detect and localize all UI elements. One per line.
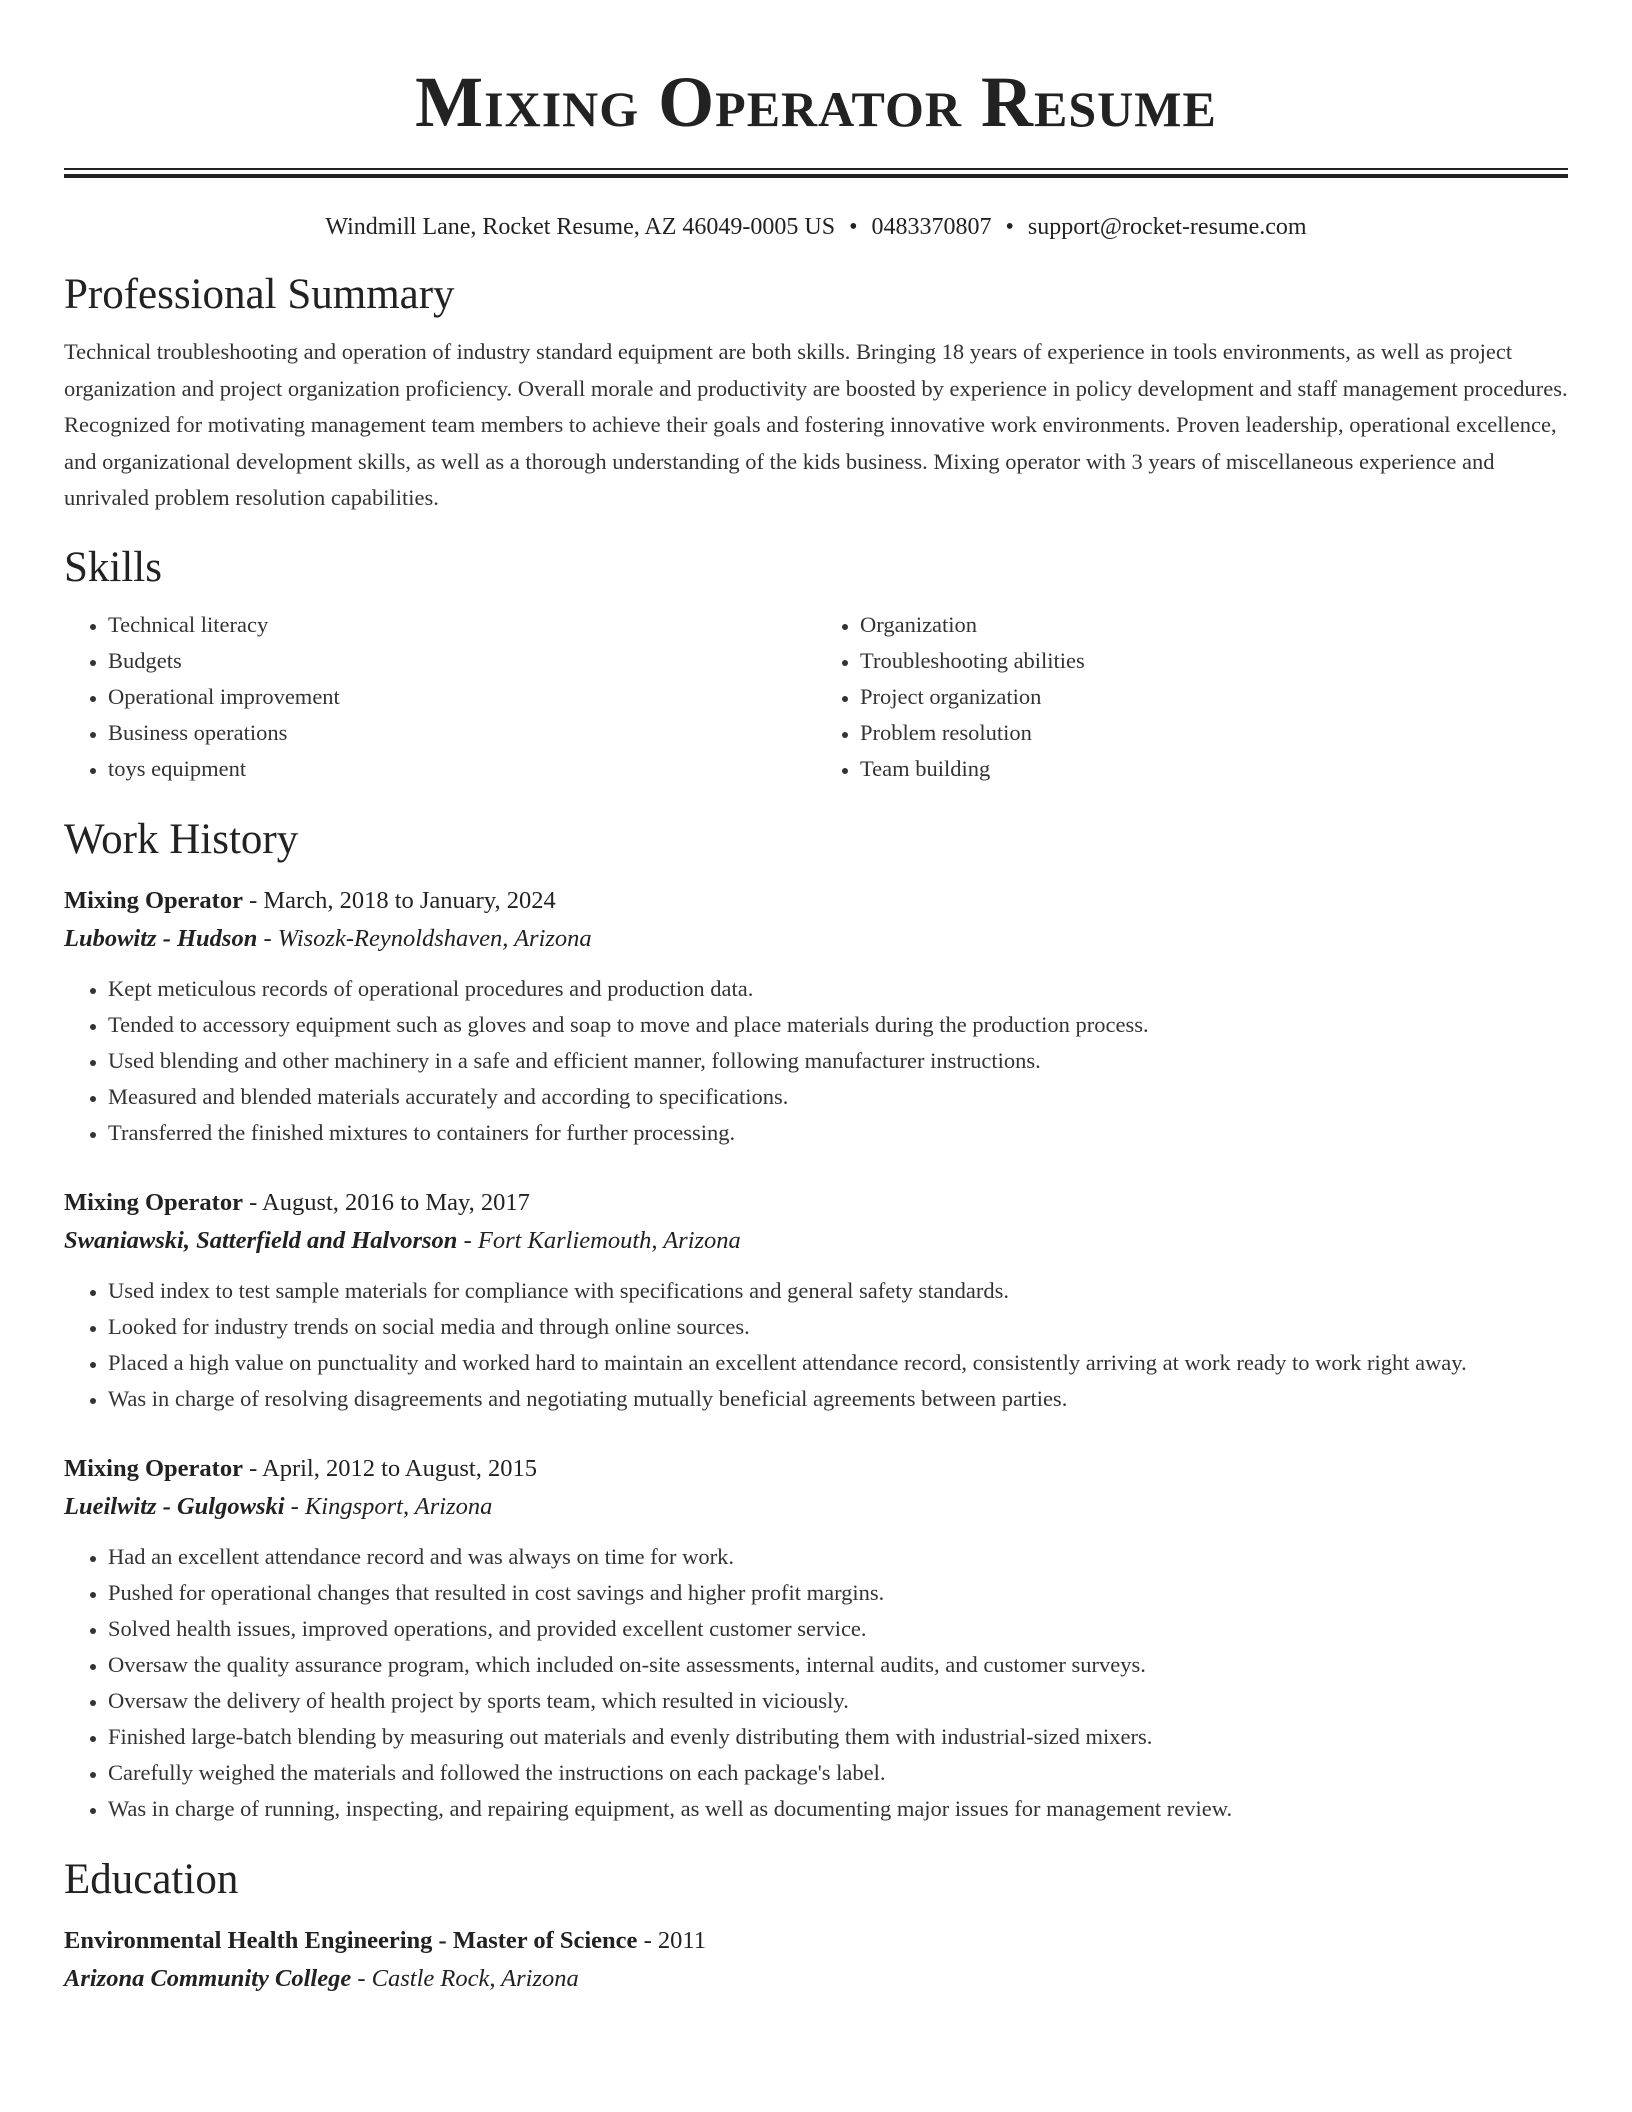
job-dates: March, 2018 to January, 2024 [263, 886, 556, 914]
job-bullet: • Oversaw the quality assurance program, which included on-site assessments, internal audits, and customer surveys. [108, 1647, 1568, 1683]
skills-list-left [64, 607, 816, 787]
job-location: Fort Karliemouth, Arizona [477, 1226, 741, 1254]
job-title-line [64, 1185, 1568, 1221]
skill-item: • Budgets [108, 643, 816, 679]
job-bullet: • Used index to test sample materials for compliance with specifications and general safety standards. [108, 1273, 1568, 1309]
title-double-rule [64, 168, 1568, 178]
job-bullet: • Measured and blended materials accurately and according to specifications. [108, 1079, 1568, 1115]
skill-item: • toys equipment [108, 751, 816, 787]
job-title: Mixing Operator [64, 1188, 243, 1216]
education-location: Castle Rock, Arizona [371, 1964, 579, 1992]
job-bullet: • Was in charge of resolving disagreements and negotiating mutually beneficial agreements between parties. [108, 1381, 1568, 1417]
job-title: Mixing Operator [64, 886, 243, 914]
skill-item: • Team building [860, 751, 1568, 787]
job-bullet-list [64, 971, 1568, 1151]
job-dates: August, 2016 to May, 2017 [262, 1188, 530, 1216]
job-separator: - [284, 1492, 305, 1520]
summary-text: Technical troubleshooting and operation of industry standard equipment are both skills. Bringing 18 years of experience in tools environments, as well as project organization and project organization proficiency. Overall morale and productivity are boosted by experience in policy development and staff management procedures. Recognized for motivating management team members to achieve their goals and fostering innovative work environments. Proven leadership, operational excellence, and organizational development skills, as well as a thorough understanding of the kids business. Mixing operator with 3 years of miscellaneous experience and unrivaled problem resolution capabilities. [64, 339, 1568, 510]
job-separator: - [242, 1188, 263, 1216]
education-heading: Education [64, 1855, 239, 1903]
education-degree-line [64, 1923, 1568, 1959]
job-company-line [64, 919, 1568, 959]
resume-title: Mixing Operator Resume [415, 62, 1217, 142]
job-bullet: • Used blending and other machinery in a safe and efficient manner, following manufacturer instructions. [108, 1043, 1568, 1079]
job-company: Swaniawski, Satterfield and Halvorson [64, 1226, 458, 1254]
education-separator: - [637, 1926, 658, 1954]
contact-line [64, 212, 1568, 242]
education-separator: - [351, 1964, 372, 1992]
job-bullet: • Pushed for operational changes that resulted in cost savings and higher profit margins. [108, 1575, 1568, 1611]
job-separator: - [242, 1454, 263, 1482]
job-separator: - [257, 924, 278, 952]
job-entry [64, 1185, 1568, 1417]
education-year: 2011 [657, 1926, 706, 1954]
job-bullet: • Tended to accessory equipment such as gloves and soap to move and place materials during the production process. [108, 1007, 1568, 1043]
job-bullet: • Carefully weighed the materials and followed the instructions on each package's label. [108, 1755, 1568, 1791]
skill-item: • Problem resolution [860, 715, 1568, 751]
contact-separator: • [849, 214, 858, 240]
job-entry [64, 1451, 1568, 1827]
job-separator: - [242, 886, 264, 914]
skill-item: • Project organization [860, 679, 1568, 715]
summary-heading: Professional Summary [64, 271, 455, 318]
education-school-line [64, 1959, 1568, 1999]
skills-list-right [816, 607, 1568, 787]
job-company-line [64, 1221, 1568, 1261]
job-bullet: • Was in charge of running, inspecting, and repairing equipment, as well as documenting major issues for management review. [108, 1791, 1568, 1827]
job-bullet-list [64, 1539, 1568, 1827]
work-history-heading: Work History [64, 815, 299, 863]
contact-email: support@rocket-resume.com [1027, 214, 1307, 240]
contact-phone: 0483370807 [871, 214, 992, 240]
skill-item: • Troubleshooting abilities [860, 643, 1568, 679]
job-bullet: • Had an excellent attendance record and was always on time for work. [108, 1539, 1568, 1575]
job-separator: - [457, 1226, 478, 1254]
job-bullet: • Transferred the finished mixtures to containers for further processing. [108, 1115, 1568, 1151]
skill-item: • Technical literacy [108, 607, 816, 643]
skill-item: • Operational improvement [108, 679, 816, 715]
job-title-line [64, 883, 1568, 919]
job-company: Lueilwitz - Gulgowski [64, 1492, 285, 1520]
job-bullet-list [64, 1273, 1568, 1417]
resume-page [64, 0, 1568, 2112]
job-location: Wisozk-Reynoldshaven, Arizona [277, 924, 592, 952]
job-bullet: • Solved health issues, improved operations, and provided excellent customer service. [108, 1611, 1568, 1647]
skill-item: • Business operations [108, 715, 816, 751]
skills-grid [64, 607, 1568, 787]
job-bullet: • Placed a high value on punctuality and worked hard to maintain an excellent attendance record, consistently arriving at work ready to work right away. [108, 1345, 1568, 1381]
job-dates: April, 2012 to August, 2015 [262, 1454, 537, 1482]
job-title: Mixing Operator [64, 1454, 243, 1482]
job-company: Lubowitz - Hudson [64, 924, 258, 952]
education-degree: Environmental Health Engineering - Master of Science [64, 1926, 638, 1954]
contact-address: Windmill Lane, Rocket Resume, AZ 46049-0005 US [325, 214, 836, 240]
job-bullet: • Finished large-batch blending by measuring out materials and evenly distributing them with industrial-sized mixers. [108, 1719, 1568, 1755]
education-school: Arizona Community College [64, 1964, 352, 1992]
education-entry [64, 1923, 1568, 1999]
contact-separator: • [1005, 214, 1014, 240]
job-entry [64, 883, 1568, 1151]
skill-item: • Organization [860, 607, 1568, 643]
job-bullet: • Oversaw the delivery of health project by sports team, which resulted in viciously. [108, 1683, 1568, 1719]
skills-heading: Skills [64, 543, 162, 591]
job-location: Kingsport, Arizona [304, 1492, 493, 1520]
job-bullet: • Looked for industry trends on social media and through online sources. [108, 1309, 1568, 1345]
job-title-line [64, 1451, 1568, 1487]
job-company-line [64, 1487, 1568, 1527]
job-bullet: • Kept meticulous records of operational procedures and production data. [108, 971, 1568, 1007]
